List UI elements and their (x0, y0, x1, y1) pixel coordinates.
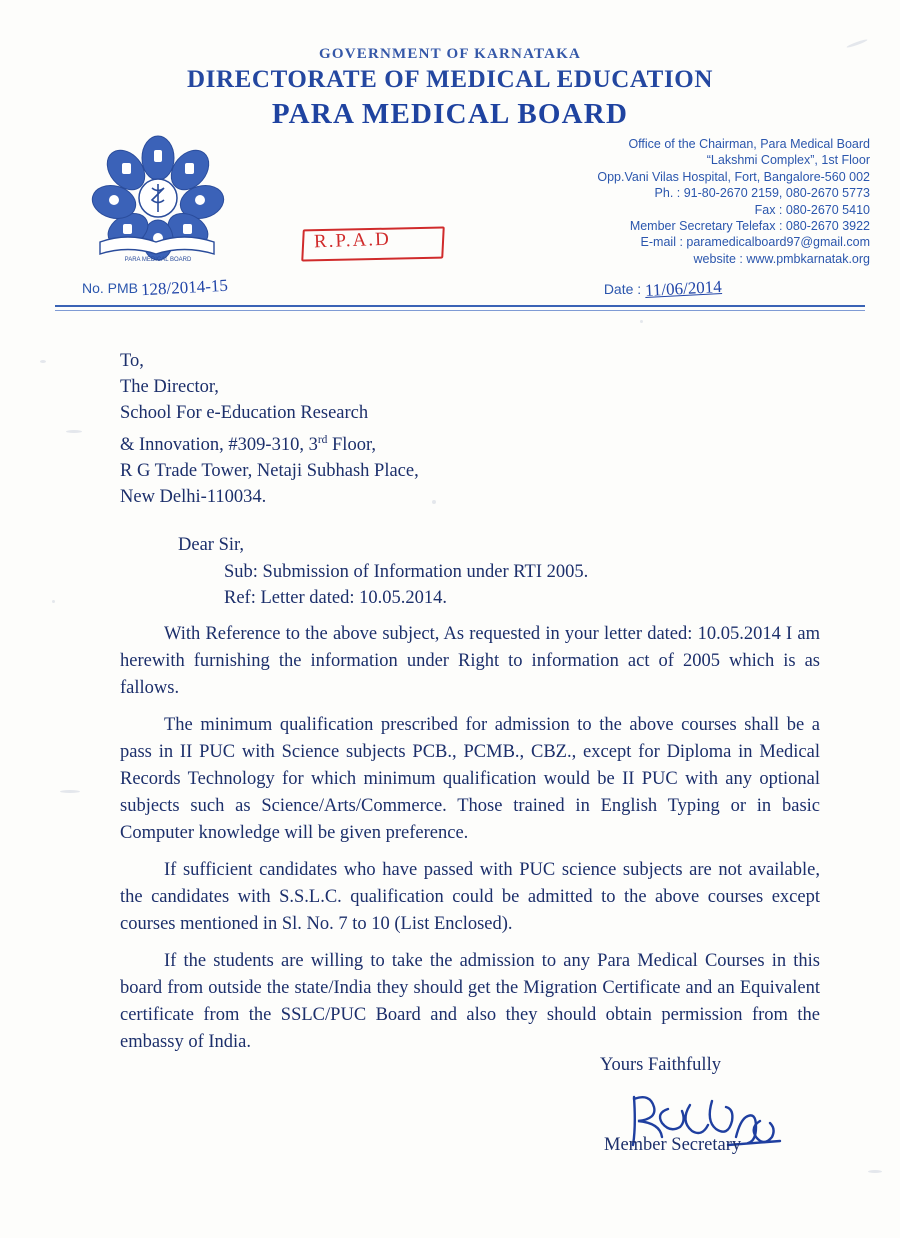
reference-number-label: No. PMB (82, 280, 139, 296)
rpad-stamp (302, 228, 444, 260)
closing-line: Yours Faithfully (600, 1055, 721, 1075)
letter-date-value: 11/06/2014 (644, 277, 723, 300)
emblem-caption: PARA MEDICAL BOARD (124, 257, 192, 263)
para-medical-board-emblem (78, 130, 238, 265)
reference-number (82, 275, 229, 300)
letterhead-government-line: GOVERNMENT OF KARNATAKA (318, 46, 582, 62)
address-line-5: New Delhi-110034. (120, 487, 267, 508)
address-line-3a: & Innovation, #309-310, 3 (120, 434, 318, 455)
body-paragraph-2: The minimum qualification prescribed for admission to the above courses shall be a pass in II PUC with Science subjects PCB., PCMB., CBZ., except for Diploma in Medical Records Technology for which minimum qualification would be II PUC with any optional subjects such as Science/Arts/Commerce. Those trained in English Typing or in basic Computer knowledge will be given preference. (120, 714, 820, 843)
letterhead-board-line: PARA MEDICAL BOARD (271, 98, 629, 130)
contact-telefax: Member Secretary Telefax : 080-2670 3922 (629, 219, 870, 234)
address-line-3b: Floor, (327, 434, 376, 455)
address-line-3-sup: rd (317, 433, 328, 446)
contact-office: Office of the Chairman, Para Medical Board (628, 137, 870, 151)
address-line-3 (120, 427, 820, 458)
contact-building: “Lakshmi Complex”, 1st Floor (706, 153, 870, 168)
letterhead (0, 46, 900, 131)
body-paragraph-4: If the students are willing to take the admission to any Para Medical Courses in this board from outside the state/India they should get the Migration Certificate and an Equivalent certificate from the SSLC/PUC Board and also they should obtain permission from the embassy of India. (120, 950, 820, 1052)
contact-website: website : www.pmbkarnatak.org (693, 251, 870, 266)
letter-date (604, 279, 722, 299)
salutation: Dear Sir, (178, 535, 245, 556)
header-divider (55, 305, 865, 307)
address-line-4: R G Trade Tower, Netaji Subhash Place, (120, 460, 419, 481)
subject-line: Sub: Submission of Information under RTI 2005. (224, 561, 589, 582)
letter-date-label: Date : (603, 281, 642, 297)
reference-letter-line: Ref: Letter dated: 10.05.2014. (224, 587, 447, 608)
contact-street: Opp.Vani Vilas Hospital, Fort, Bangalore-560 002 (597, 169, 870, 184)
signatory-designation: Member Secretary (604, 1135, 742, 1155)
header-divider-secondary (55, 310, 865, 311)
address-to: To, (120, 351, 144, 371)
rpad-stamp-text: R.P.A.D (313, 228, 392, 253)
reference-number-value: 128/2014-15 (140, 275, 229, 300)
letter-body (120, 348, 820, 1056)
reference-line (82, 275, 872, 304)
body-paragraph-3: If sufficient candidates who have passed with PUC science subjects are not available, the candidates with S.S.L.C. qualification could be admitted to the above courses except courses mentioned in Sl. No. 7 to 10 (List Enclosed). (120, 859, 820, 934)
body-paragraph-1: With Reference to the above subject, As requested in your letter dated: 10.05.2014 I am herewith furnishing the information under Right to information act of 2005 which is as fallows. (120, 623, 820, 698)
office-contact-block (450, 136, 870, 267)
contact-email: E-mail : paramedicalboard97@gmail.com (640, 235, 870, 250)
address-line-2: School For e-Education Research (120, 403, 369, 424)
address-line-1: The Director, (120, 377, 219, 398)
letterhead-directorate-line: DIRECTORATE OF MEDICAL EDUCATION (187, 66, 713, 93)
recipient-address (120, 348, 820, 510)
contact-fax: Fax : 080-2670 5410 (754, 202, 870, 217)
contact-phone: Ph. : 91-80-2670 2159, 080-2670 5773 (654, 186, 870, 201)
